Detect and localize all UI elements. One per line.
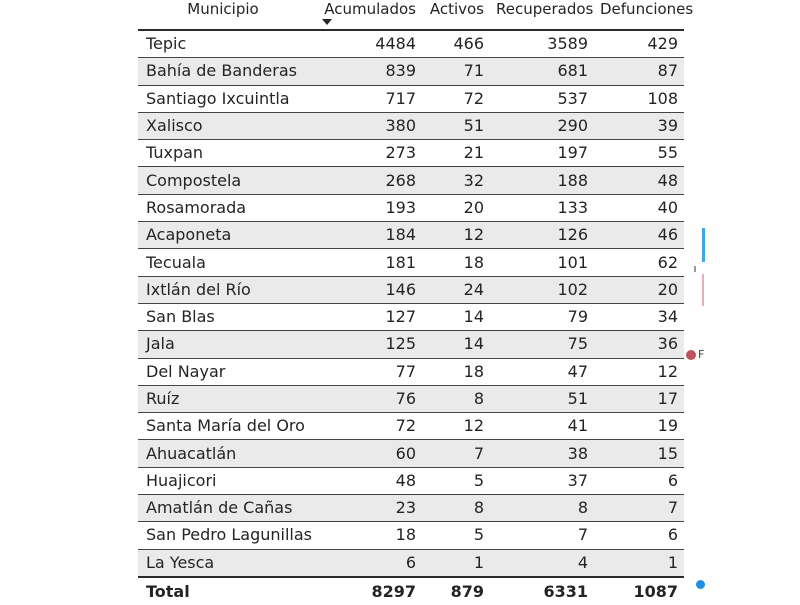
municipio-table [138, 0, 694, 605]
cell-recuperados: 8 [490, 495, 594, 522]
cell-recuperados: 79 [490, 303, 594, 330]
cell-defunciones: 48 [594, 167, 684, 194]
cell-defunciones: 17 [594, 385, 684, 412]
cell-activos: 466 [422, 30, 490, 58]
cell-defunciones: 15 [594, 440, 684, 467]
cell-municipio: Ixtlán del Río [138, 276, 314, 303]
header-acumulados[interactable]: Acumulados [314, 0, 422, 30]
adjacent-visual-pink-bar [702, 274, 704, 306]
cell-defunciones: 20 [594, 276, 684, 303]
total-acumulados: 8297 [314, 577, 422, 605]
cell-recuperados: 197 [490, 140, 594, 167]
cell-municipio: Amatlán de Cañas [138, 495, 314, 522]
cell-recuperados: 290 [490, 112, 594, 139]
cell-activos: 18 [422, 249, 490, 276]
legend-red-dot-icon [686, 350, 696, 360]
table-row[interactable] [138, 167, 684, 194]
cell-acumulados: 23 [314, 495, 422, 522]
cell-acumulados: 60 [314, 440, 422, 467]
cell-activos: 72 [422, 85, 490, 112]
table-row[interactable] [138, 30, 684, 58]
table-total-row [138, 577, 684, 605]
cell-recuperados: 102 [490, 276, 594, 303]
cell-recuperados: 51 [490, 385, 594, 412]
cell-acumulados: 146 [314, 276, 422, 303]
cell-municipio: Compostela [138, 167, 314, 194]
table-row[interactable] [138, 413, 684, 440]
cell-acumulados: 181 [314, 249, 422, 276]
table-row[interactable] [138, 495, 684, 522]
adjacent-visual-blue-bar [702, 228, 705, 262]
table-row[interactable] [138, 467, 684, 494]
cell-acumulados: 717 [314, 85, 422, 112]
header-activos[interactable]: Activos [422, 0, 490, 30]
table-row[interactable] [138, 549, 684, 577]
cell-acumulados: 125 [314, 331, 422, 358]
cell-activos: 20 [422, 194, 490, 221]
cell-acumulados: 127 [314, 303, 422, 330]
table-row[interactable] [138, 303, 684, 330]
cell-municipio: Tuxpan [138, 140, 314, 167]
cell-acumulados: 76 [314, 385, 422, 412]
table-row[interactable] [138, 522, 684, 549]
cell-acumulados: 48 [314, 467, 422, 494]
cell-acumulados: 184 [314, 222, 422, 249]
cell-acumulados: 18 [314, 522, 422, 549]
cell-activos: 71 [422, 58, 490, 85]
total-activos: 879 [422, 577, 490, 605]
cell-defunciones: 62 [594, 249, 684, 276]
cell-municipio: Ruíz [138, 385, 314, 412]
cell-defunciones: 87 [594, 58, 684, 85]
cell-activos: 12 [422, 222, 490, 249]
table-row[interactable] [138, 194, 684, 221]
cell-recuperados: 126 [490, 222, 594, 249]
cell-defunciones: 40 [594, 194, 684, 221]
cell-defunciones: 108 [594, 85, 684, 112]
cell-acumulados: 193 [314, 194, 422, 221]
cell-activos: 5 [422, 522, 490, 549]
cell-activos: 14 [422, 331, 490, 358]
total-recuperados: 6331 [490, 577, 594, 605]
table-body [138, 30, 684, 577]
header-municipio[interactable]: Municipio [138, 0, 314, 30]
cell-municipio: Acaponeta [138, 222, 314, 249]
cell-municipio: Bahía de Banderas [138, 58, 314, 85]
cell-acumulados: 268 [314, 167, 422, 194]
table-row[interactable] [138, 58, 684, 85]
municipio-table-visual[interactable] [138, 0, 694, 605]
table-row[interactable] [138, 358, 684, 385]
legend-blue-dot-icon [696, 580, 705, 589]
table-row[interactable] [138, 85, 684, 112]
legend-partial-label: F [698, 348, 705, 361]
cell-activos: 51 [422, 112, 490, 139]
cell-defunciones: 7 [594, 495, 684, 522]
cell-activos: 1 [422, 549, 490, 577]
table-row[interactable] [138, 112, 684, 139]
cell-activos: 8 [422, 385, 490, 412]
adjacent-visual-tick [694, 266, 696, 272]
cell-defunciones: 46 [594, 222, 684, 249]
cell-activos: 32 [422, 167, 490, 194]
cell-defunciones: 6 [594, 522, 684, 549]
cell-activos: 8 [422, 495, 490, 522]
cell-defunciones: 39 [594, 112, 684, 139]
cell-municipio: Santiago Ixcuintla [138, 85, 314, 112]
cell-municipio: San Blas [138, 303, 314, 330]
cell-activos: 18 [422, 358, 490, 385]
cell-defunciones: 19 [594, 413, 684, 440]
cell-recuperados: 3589 [490, 30, 594, 58]
table-header-row [138, 0, 684, 30]
cell-municipio: Huajicori [138, 467, 314, 494]
cell-recuperados: 101 [490, 249, 594, 276]
cell-defunciones: 55 [594, 140, 684, 167]
table-row[interactable] [138, 276, 684, 303]
cell-recuperados: 537 [490, 85, 594, 112]
cell-defunciones: 1 [594, 549, 684, 577]
cell-acumulados: 380 [314, 112, 422, 139]
cell-municipio: Xalisco [138, 112, 314, 139]
cell-recuperados: 188 [490, 167, 594, 194]
cell-acumulados: 839 [314, 58, 422, 85]
header-defunciones[interactable]: Defunciones [594, 0, 684, 30]
cell-defunciones: 429 [594, 30, 684, 58]
table-row[interactable] [138, 440, 684, 467]
sort-descending-icon[interactable] [322, 19, 332, 25]
cell-acumulados: 4484 [314, 30, 422, 58]
cell-activos: 12 [422, 413, 490, 440]
cell-recuperados: 681 [490, 58, 594, 85]
cell-activos: 14 [422, 303, 490, 330]
cell-recuperados: 7 [490, 522, 594, 549]
cell-defunciones: 34 [594, 303, 684, 330]
table-row[interactable] [138, 222, 684, 249]
cell-recuperados: 133 [490, 194, 594, 221]
cell-defunciones: 36 [594, 331, 684, 358]
cell-recuperados: 75 [490, 331, 594, 358]
total-defunciones: 1087 [594, 577, 684, 605]
table-row[interactable] [138, 140, 684, 167]
cell-recuperados: 41 [490, 413, 594, 440]
cell-municipio: Del Nayar [138, 358, 314, 385]
cell-acumulados: 6 [314, 549, 422, 577]
cell-municipio: Santa María del Oro [138, 413, 314, 440]
cell-municipio: San Pedro Lagunillas [138, 522, 314, 549]
cell-municipio: Jala [138, 331, 314, 358]
cell-recuperados: 38 [490, 440, 594, 467]
cell-municipio: La Yesca [138, 549, 314, 577]
cell-activos: 5 [422, 467, 490, 494]
cell-municipio: Tepic [138, 30, 314, 58]
cell-municipio: Rosamorada [138, 194, 314, 221]
cell-activos: 7 [422, 440, 490, 467]
total-label: Total [138, 577, 314, 605]
cell-municipio: Tecuala [138, 249, 314, 276]
cell-acumulados: 273 [314, 140, 422, 167]
cell-recuperados: 4 [490, 549, 594, 577]
cell-recuperados: 47 [490, 358, 594, 385]
table-row[interactable] [138, 331, 684, 358]
cell-defunciones: 12 [594, 358, 684, 385]
cell-acumulados: 72 [314, 413, 422, 440]
cell-activos: 21 [422, 140, 490, 167]
cell-municipio: Ahuacatlán [138, 440, 314, 467]
cell-recuperados: 37 [490, 467, 594, 494]
table-row[interactable] [138, 249, 684, 276]
header-recuperados[interactable]: Recuperados [490, 0, 594, 30]
cell-activos: 24 [422, 276, 490, 303]
cell-defunciones: 6 [594, 467, 684, 494]
cell-acumulados: 77 [314, 358, 422, 385]
table-row[interactable] [138, 385, 684, 412]
